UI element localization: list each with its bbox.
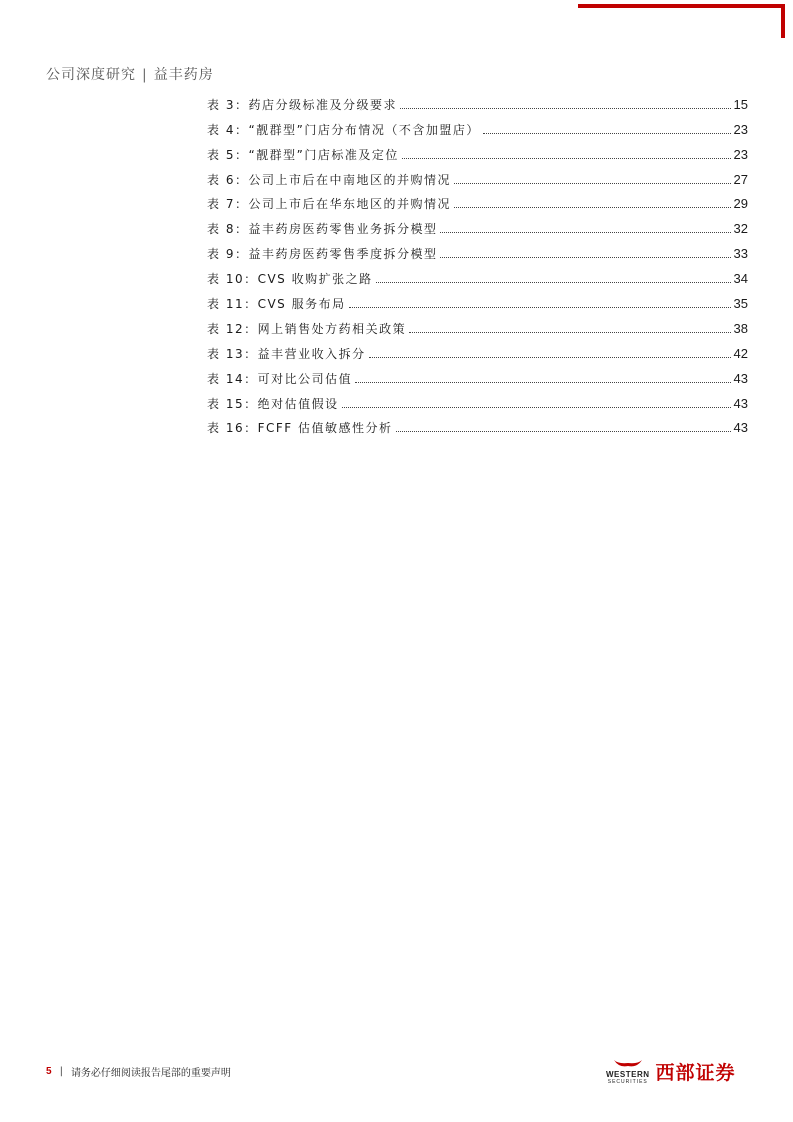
page-header	[46, 64, 214, 84]
toc-entry[interactable]	[207, 312, 748, 337]
toc-entry[interactable]	[207, 212, 748, 237]
toc-entry-label: 表 3：药店分级标准及分级要求	[207, 97, 397, 112]
toc-entry-label: 表 10：CVS 收购扩张之路	[207, 272, 373, 287]
toc-entry[interactable]	[207, 362, 748, 387]
toc-entry-label: 表 5：“靓群型”门店标准及定位	[207, 147, 399, 162]
toc-leader	[402, 157, 731, 159]
toc-entry-page: 43	[733, 395, 748, 411]
toc-entry-label: 表 14：可对比公司估值	[207, 371, 353, 386]
table-of-contents	[207, 88, 748, 436]
toc-entry-page: 43	[733, 420, 748, 436]
toc-leader	[396, 430, 731, 432]
header-category: 公司深度研究	[46, 67, 136, 83]
toc-entry[interactable]	[207, 88, 748, 113]
toc-entry-page: 32	[733, 221, 748, 237]
toc-entry[interactable]	[207, 337, 748, 362]
toc-entry[interactable]	[207, 237, 748, 262]
top-corner-bar	[578, 4, 785, 38]
toc-entry-page: 42	[733, 345, 748, 361]
toc-leader	[349, 306, 731, 308]
toc-leader	[440, 256, 730, 258]
toc-entry-label: 表 12：网上销售处方药相关政策	[207, 321, 407, 336]
toc-entry[interactable]	[207, 387, 748, 412]
toc-entry-page: 29	[733, 196, 748, 212]
logo-english-subtitle: SECURITIES	[607, 1079, 648, 1085]
bull-horns-icon	[611, 1058, 645, 1070]
toc-leader	[355, 381, 730, 383]
toc-entry-page: 23	[733, 121, 748, 137]
toc-leader	[454, 182, 731, 184]
toc-leader	[483, 132, 731, 134]
toc-entry-label: 表 9：益丰药房医药零售季度拆分模型	[207, 247, 438, 262]
toc-entry-label: 表 13：益丰营业收入拆分	[207, 346, 366, 361]
toc-entry[interactable]	[207, 287, 748, 312]
toc-entry-page: 35	[733, 296, 748, 312]
toc-entry-label: 表 6：公司上市后在中南地区的并购情况	[207, 172, 451, 187]
toc-entry-page: 38	[733, 320, 748, 336]
toc-leader	[376, 281, 731, 283]
toc-entry-page: 33	[733, 246, 748, 262]
toc-leader	[342, 406, 731, 408]
footer-page-number: 5	[46, 1066, 52, 1077]
toc-leader	[400, 107, 731, 109]
toc-leader	[409, 331, 730, 333]
toc-entry-label: 表 7：公司上市后在华东地区的并购情况	[207, 197, 451, 212]
logo-emblem	[606, 1058, 650, 1085]
toc-entry-label: 表 15：绝对估值假设	[207, 396, 339, 411]
footer-disclaimer-notice: 请务必仔细阅读报告尾部的重要声明	[70, 1068, 231, 1079]
header-separator: |	[142, 67, 148, 83]
toc-leader	[440, 231, 730, 233]
toc-entry[interactable]	[207, 412, 748, 437]
toc-entry-label: 表 8：益丰药房医药零售业务拆分模型	[207, 222, 438, 237]
toc-entry[interactable]	[207, 188, 748, 213]
logo-chinese-name: 西部证券	[655, 1062, 736, 1084]
toc-entry[interactable]	[207, 262, 748, 287]
toc-entry-label: 表 4：“靓群型”门店分布情况（不含加盟店）	[207, 122, 480, 137]
toc-leader	[454, 206, 731, 208]
toc-entry-page: 15	[733, 96, 748, 112]
page-footer	[46, 1064, 231, 1079]
toc-entry[interactable]	[207, 113, 748, 138]
toc-entry-page: 23	[733, 146, 748, 162]
western-securities-logo	[606, 1058, 736, 1085]
toc-entry[interactable]	[207, 163, 748, 188]
toc-entry-label: 表 11：CVS 服务布局	[207, 297, 346, 312]
toc-entry-page: 43	[733, 370, 748, 386]
toc-entry-page: 34	[733, 271, 748, 287]
logo-english-name: WESTERN	[606, 1070, 650, 1079]
footer-separator: |	[59, 1066, 63, 1077]
toc-leader	[369, 356, 731, 358]
toc-entry-page: 27	[733, 171, 748, 187]
header-company: 益丰药房	[153, 67, 214, 83]
toc-entry[interactable]	[207, 138, 748, 163]
toc-entry-label: 表 16：FCFF 估值敏感性分析	[207, 421, 393, 436]
